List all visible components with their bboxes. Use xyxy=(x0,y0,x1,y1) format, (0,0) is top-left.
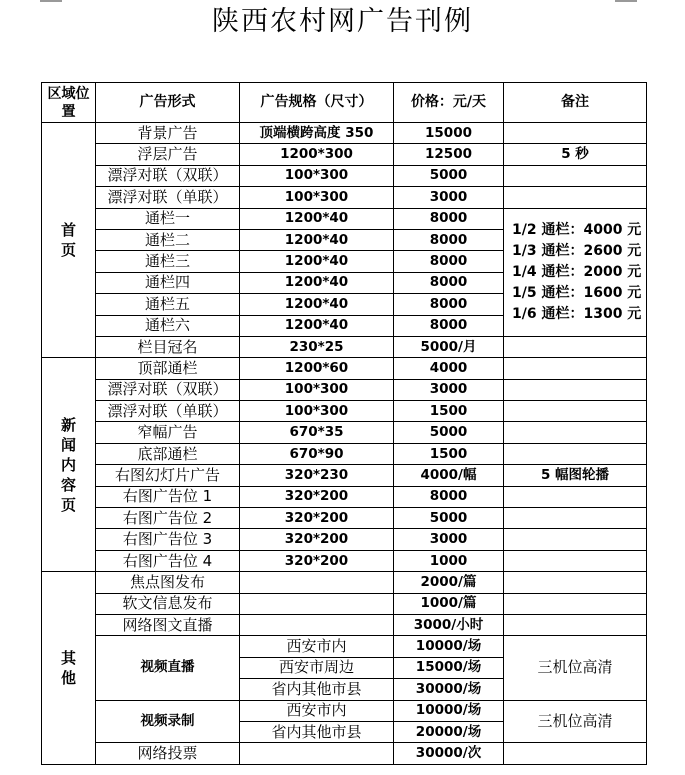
page-corner-mark xyxy=(40,0,62,2)
ad-price-cell: 10000/场 xyxy=(394,636,504,657)
ad-spec-cell xyxy=(240,593,394,614)
ad-price-cell: 4000 xyxy=(394,358,504,379)
ad-form-cell: 焦点图发布 xyxy=(96,572,240,593)
ad-price-cell: 12500 xyxy=(394,144,504,165)
table-row xyxy=(42,336,647,357)
ad-price-cell: 30000/次 xyxy=(394,743,504,764)
table-row xyxy=(42,508,647,529)
ad-price-cell: 30000/场 xyxy=(394,679,504,700)
ad-note-cell: 5 秒 xyxy=(504,144,647,165)
header-region: 区域位置 xyxy=(42,83,96,123)
table-row xyxy=(42,614,647,635)
ad-form-cell: 背景广告 xyxy=(96,123,240,144)
ad-note-cell xyxy=(504,593,647,614)
ad-price-cell: 3000/小时 xyxy=(394,614,504,635)
ad-price-cell: 8000 xyxy=(394,272,504,293)
banner-note-line: 1/2 通栏：4000 元 xyxy=(512,221,642,238)
ad-spec-cell: 320*200 xyxy=(240,529,394,550)
ad-spec-cell: 1200*300 xyxy=(240,144,394,165)
ad-form-cell: 窄幅广告 xyxy=(96,422,240,443)
ad-spec-cell: 1200*60 xyxy=(240,358,394,379)
ad-note-cell xyxy=(504,379,647,400)
header-form: 广告形式 xyxy=(96,83,240,123)
ad-note-cell xyxy=(504,614,647,635)
ad-form-cell: 网络投票 xyxy=(96,743,240,764)
ad-price-cell: 3000 xyxy=(394,187,504,208)
ad-form-cell: 软文信息发布 xyxy=(96,593,240,614)
ad-spec-cell xyxy=(240,572,394,593)
ad-spec-cell: 1200*40 xyxy=(240,272,394,293)
ad-spec-cell: 西安市内 xyxy=(240,700,394,721)
ad-note-cell xyxy=(504,187,647,208)
ad-price-cell: 1500 xyxy=(394,401,504,422)
ad-note-cell xyxy=(504,572,647,593)
ad-spec-cell xyxy=(240,743,394,764)
table-row xyxy=(42,593,647,614)
banner-note-line: 1/4 通栏：2000 元 xyxy=(512,263,642,280)
ad-price-cell: 1500 xyxy=(394,443,504,464)
table-row xyxy=(42,529,647,550)
ad-spec-cell: 1200*40 xyxy=(240,208,394,229)
ad-form-cell: 底部通栏 xyxy=(96,443,240,464)
header-note: 备注 xyxy=(504,83,647,123)
ad-price-cell: 2000/篇 xyxy=(394,572,504,593)
ad-form-cell: 右图广告位 3 xyxy=(96,529,240,550)
table-row xyxy=(42,358,647,379)
ad-price-cell: 8000 xyxy=(394,251,504,272)
ad-form-cell: 右图广告位 1 xyxy=(96,486,240,507)
ad-price-cell: 15000 xyxy=(394,123,504,144)
ad-price-cell: 10000/场 xyxy=(394,700,504,721)
page-title: 陕西农村网广告刊例 xyxy=(212,6,473,37)
ad-note-cell xyxy=(504,336,647,357)
ad-form-cell: 通栏五 xyxy=(96,294,240,315)
ad-spec-cell: 320*200 xyxy=(240,550,394,571)
ad-form-cell: 漂浮对联（双联） xyxy=(96,165,240,186)
ad-spec-cell: 1200*40 xyxy=(240,229,394,250)
ad-spec-cell: 320*200 xyxy=(240,508,394,529)
banner-note-line: 1/6 通栏：1300 元 xyxy=(512,305,642,322)
banner-note-cell xyxy=(504,208,647,336)
table-row xyxy=(42,208,647,229)
ad-form-cell: 顶部通栏 xyxy=(96,358,240,379)
table-row xyxy=(42,422,647,443)
ad-price-cell: 15000/场 xyxy=(394,657,504,678)
ad-spec-cell: 1200*40 xyxy=(240,294,394,315)
table-row xyxy=(42,743,647,764)
ad-price-cell: 20000/场 xyxy=(394,721,504,742)
table-row xyxy=(42,465,647,486)
table-row xyxy=(42,443,647,464)
video-note-cell: 三机位高清 xyxy=(504,636,647,700)
ad-spec-cell xyxy=(240,614,394,635)
ad-price-cell: 8000 xyxy=(394,208,504,229)
ad-price-cell: 5000 xyxy=(394,422,504,443)
table-row xyxy=(42,636,647,657)
ad-spec-cell: 670*35 xyxy=(240,422,394,443)
ad-spec-cell: 100*300 xyxy=(240,379,394,400)
table-header-row xyxy=(42,83,647,123)
ad-spec-cell: 1200*40 xyxy=(240,315,394,336)
ad-price-cell: 5000 xyxy=(394,165,504,186)
ad-note-cell xyxy=(504,443,647,464)
ad-note-cell xyxy=(504,743,647,764)
ad-note-cell xyxy=(504,165,647,186)
ad-price-cell: 5000 xyxy=(394,508,504,529)
ad-price-cell: 1000 xyxy=(394,550,504,571)
ad-note-cell xyxy=(504,529,647,550)
ad-spec-cell: 省内其他市县 xyxy=(240,721,394,742)
ad-form-cell: 浮层广告 xyxy=(96,144,240,165)
header-price: 价格：元/天 xyxy=(394,83,504,123)
ad-price-cell: 8000 xyxy=(394,229,504,250)
ad-spec-cell: 省内其他市县 xyxy=(240,679,394,700)
ad-note-cell xyxy=(504,358,647,379)
ad-spec-cell: 670*90 xyxy=(240,443,394,464)
region-cell: 其他 xyxy=(42,572,96,765)
ad-form-cell: 通栏三 xyxy=(96,251,240,272)
table-row xyxy=(42,379,647,400)
ad-price-cell: 8000 xyxy=(394,315,504,336)
ad-form-cell: 栏目冠名 xyxy=(96,336,240,357)
ad-form-cell: 右图幻灯片广告 xyxy=(96,465,240,486)
ad-form-cell: 通栏六 xyxy=(96,315,240,336)
ad-form-cell: 右图广告位 2 xyxy=(96,508,240,529)
ad-spec-cell: 320*200 xyxy=(240,486,394,507)
video-form-cell: 视频直播 xyxy=(96,636,240,700)
banner-note-line: 1/3 通栏：2600 元 xyxy=(512,242,642,259)
ad-form-cell: 右图广告位 4 xyxy=(96,550,240,571)
header-spec: 广告规格（尺寸） xyxy=(240,83,394,123)
video-note-cell: 三机位高清 xyxy=(504,700,647,743)
ad-note-cell xyxy=(504,123,647,144)
ad-price-cell: 4000/幅 xyxy=(394,465,504,486)
table-row xyxy=(42,572,647,593)
ad-spec-cell: 100*300 xyxy=(240,187,394,208)
ad-price-cell: 3000 xyxy=(394,529,504,550)
ad-form-cell: 通栏一 xyxy=(96,208,240,229)
table-row xyxy=(42,700,647,721)
table-row xyxy=(42,486,647,507)
ad-price-cell: 3000 xyxy=(394,379,504,400)
ad-spec-cell: 230*25 xyxy=(240,336,394,357)
ad-form-cell: 漂浮对联（双联） xyxy=(96,379,240,400)
table-row xyxy=(42,401,647,422)
banner-note-line: 1/5 通栏：1600 元 xyxy=(512,284,642,301)
ad-note-cell xyxy=(504,486,647,507)
ad-rate-table xyxy=(41,82,647,765)
ad-note-cell xyxy=(504,550,647,571)
ad-form-cell: 通栏二 xyxy=(96,229,240,250)
ad-form-cell: 漂浮对联（单联） xyxy=(96,187,240,208)
ad-spec-cell: 100*300 xyxy=(240,165,394,186)
video-form-cell: 视频录制 xyxy=(96,700,240,743)
ad-price-cell: 1000/篇 xyxy=(394,593,504,614)
table-row xyxy=(42,187,647,208)
table-row xyxy=(42,123,647,144)
ad-price-cell: 5000/月 xyxy=(394,336,504,357)
ad-note-cell xyxy=(504,508,647,529)
ad-spec-cell: 顶端横跨高度 350 xyxy=(240,123,394,144)
ad-spec-cell: 西安市内 xyxy=(240,636,394,657)
ad-price-cell: 8000 xyxy=(394,294,504,315)
table-row xyxy=(42,165,647,186)
table-row xyxy=(42,550,647,571)
ad-note-cell xyxy=(504,422,647,443)
region-cell: 新闻内容页 xyxy=(42,358,96,572)
page-corner-mark xyxy=(615,0,637,2)
ad-form-cell: 网络图文直播 xyxy=(96,614,240,635)
region-cell: 首页 xyxy=(42,123,96,358)
table-row xyxy=(42,144,647,165)
ad-price-cell: 8000 xyxy=(394,486,504,507)
ad-form-cell: 通栏四 xyxy=(96,272,240,293)
ad-spec-cell: 320*230 xyxy=(240,465,394,486)
ad-spec-cell: 1200*40 xyxy=(240,251,394,272)
ad-form-cell: 漂浮对联（单联） xyxy=(96,401,240,422)
ad-note-cell xyxy=(504,401,647,422)
ad-spec-cell: 100*300 xyxy=(240,401,394,422)
ad-spec-cell: 西安市周边 xyxy=(240,657,394,678)
ad-note-cell: 5 幅图轮播 xyxy=(504,465,647,486)
